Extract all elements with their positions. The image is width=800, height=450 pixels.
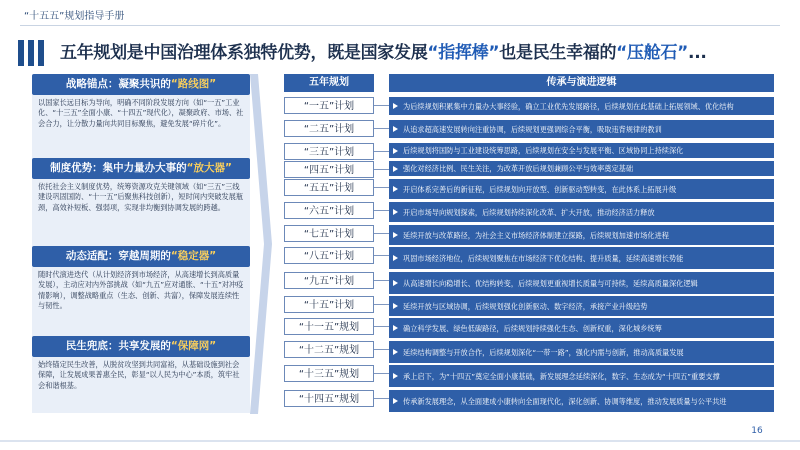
logic-item: 从追求超高速发展转向注重协调，后续规划更强调综合平衡，吸取违背规律的教训 [389,120,774,138]
card-head: 制度优势：集中力量办大事的“放大器” [32,158,250,179]
plan-item: “六五”计划 [284,202,374,219]
plan-item: “十一五”规划 [284,318,374,335]
plan-item: “十五”计划 [284,296,374,313]
logic-item: 从高速增长向稳增长、优结构转变，后续规划更重视增长质量与可持续，延续高质量深化逻辑 [389,272,774,294]
logic-header: 传承与演进逻辑 [389,74,774,92]
plan-item: “八五”计划 [284,247,374,264]
plan-item: “四五”计划 [284,161,374,178]
top-bar [0,0,800,26]
card-dynamic-adaptation [32,246,250,339]
connector-line [374,373,389,374]
left-arrow-band [250,74,272,414]
card-head: 民生兜底：共享发展的“保障网” [32,336,250,357]
footer-line [0,440,800,442]
connector-line [374,151,389,152]
logic-item: 开启市场导向规划探索，后续规划持续深化改革、扩大开放，推动经济活力释放 [389,202,774,222]
connector-line [374,398,389,399]
card-institutional-advantage [32,158,250,251]
card-body: 以国家长远目标为导向，明确不同阶段发展方向（如“一五”工业化、“十三五”全面小康、“十四五”现代化），凝聚政府、市场、社会合力，让分散力量向共同目标聚焦，避免发展“碎片化”。 [32,95,250,167]
card-livelihood-safety [32,336,250,413]
logic-item: 后续规划将国防与工业建设统筹思路，后续规划在安全与发展平衡、区域协同上持续深化 [389,143,774,158]
manual-title: “十五五”规划指导手册 [24,11,125,22]
connector-line [374,233,389,234]
logic-item: 确立科学发展、绿色低碳路径，后续规划持续强化生态、创新权重，深化城乡统筹 [389,318,774,338]
card-head: 战略锚点：凝聚共识的“路线图” [32,74,250,95]
plan-item: “五五”计划 [284,179,374,196]
logic-item: 延续开放与区域协调，后续规划强化创新驱动、数字经济，承接产业升级趋势 [389,296,774,316]
connector-line [374,128,389,129]
plan-item: “二五”计划 [284,120,374,137]
logic-item: 开启体系完善后的新征程，后续规划向开放型、创新驱动型转变，在此体系上拓展升级 [389,179,774,199]
plan-item: “七五”计划 [284,225,374,242]
connector-line [374,187,389,188]
five-year-plan-header: 五年规划 [284,74,374,92]
connector-line [374,210,389,211]
header-divider [20,25,780,26]
logic-item: 强化对经济比例、民生关注，为改革开放后规划兼顾公平与效率奠定基础 [389,161,774,176]
logic-item: 为后续规划积累集中力量办大事经验，确立工业优先发展路径，后续规划在此基础上拓展领域、优化结构 [389,97,774,115]
logic-item: 传承新发展理念，从全面建成小康转向全面现代化，深化创新、协调等维度，推动发展质量与公平共进 [389,390,774,412]
connector-line [374,349,389,350]
connector-line [374,280,389,281]
card-strategic-anchor [32,74,250,167]
connector-line [374,105,389,106]
plan-item: “三五”计划 [284,143,374,160]
logic-item: 承上启下，为“十四五”奠定全面小康基础，新发展理念延续深化，数字、生态成为“十四五”重要支撑 [389,365,774,387]
card-body: 始终锚定民生改善，从脱贫攻坚到共同富裕，从基础设施到社会保障，让发展成果普惠全民，彰显“以人民为中心”本质，筑牢社会和谐根基。 [32,357,250,413]
connector-line [374,304,389,305]
page-title: 五年规划是中国治理体系独特优势，既是国家发展“指挥棒”也是民生幸福的“压舱石”... [60,43,707,63]
connector-line [374,255,389,256]
logic-item: 延续结构调整与开放合作，后续规划深化“一带一路”，强化内需与创新，推动高质量发展 [389,341,774,363]
page-number: 16 [751,426,763,436]
connector-line [374,169,389,170]
title-bars-decoration [18,40,48,66]
plan-item: “一五”计划 [284,97,374,114]
plan-item: “十三五”规划 [284,365,374,382]
plan-item: “十二五”规划 [284,341,374,358]
card-body: 随时代演进迭代（从计划经济到市场经济，从高速增长到高质量发展），主动应对内外部挑战（如“九五”应对通胀、“十五”对冲疫情影响），调整战略重点（生态、创新、共富），保障发展连续性与韧性。 [32,267,250,339]
card-head: 动态适配：穿越周期的“稳定器” [32,246,250,267]
logic-item: 延续开放与改革路径，为社会主义市场经济体制建立探路，后续规划加速市场化进程 [389,225,774,245]
card-body: 依托社会主义制度优势，统筹资源攻克关键领域（如“三五”三线建设巩固国防、“十一五”后聚焦科技创新），短时间内突破发展瓶颈，高效补短板、强弱项，实现非均衡到协调发展的跨越。 [32,179,250,251]
logic-item: 巩固市场经济地位，后续规划聚焦在市场经济下优化结构、提升质量，延续高速增长势能 [389,247,774,269]
connector-line [374,326,389,327]
plan-item: “十四五”规划 [284,390,374,407]
plan-item: “九五”计划 [284,272,374,289]
